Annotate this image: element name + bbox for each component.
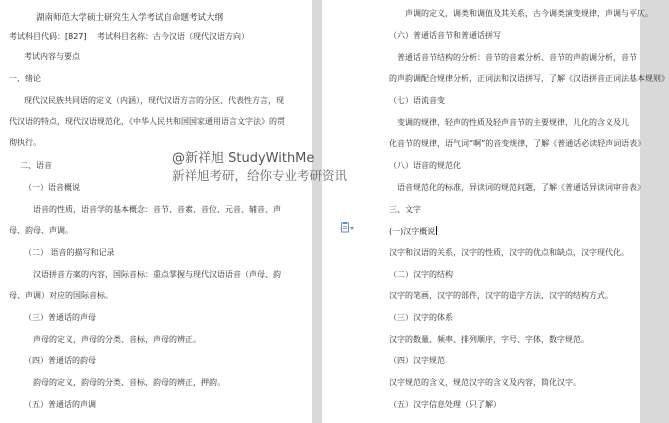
watermark-subtitle: 新祥旭考研，给你专业考研资讯	[172, 168, 348, 183]
text-line: （二） 语音的描写和记录	[24, 248, 115, 257]
text-line: （五）普通话的声调	[24, 400, 96, 409]
text-line-content: (一)汉字概说	[389, 227, 436, 236]
text-line: （四）汉字规范	[389, 356, 445, 365]
exam-name: 考试科目名称：古今汉语（现代汉语方向）	[97, 32, 249, 41]
text-line: （四）普通话的韵母	[24, 356, 96, 365]
text-line: 母、韵母、声调。	[9, 226, 73, 235]
text-line: 代汉语的特点，现代汉语规范化，《中华人民共和国国家通用语言文字法》的贯	[9, 117, 285, 126]
text-line: （八）语音的规范化	[389, 161, 461, 170]
text-line: （六）普通话音节和普通话拼写	[389, 31, 501, 40]
text-line: 声调的定义，调类和调值及其关系，古今调类演变规律，声调与平仄。	[405, 9, 653, 18]
text-line[interactable]	[389, 226, 437, 237]
text-line: 二、语音	[20, 161, 52, 170]
text-line: 母、声调）对应的国际音标。	[9, 291, 113, 300]
text-line: 韵母的定义，韵母的分类、音标，韵母的辨正，押韵。	[33, 378, 225, 387]
doc-title: 湖南师范大学硕士研究生入学考试自命题考试大纲	[36, 13, 224, 23]
text-line: 现代汉民族共同语的定义（内涵），现代汉语方言的分区、代表性方言，现	[24, 96, 284, 105]
document-page-right	[322, 0, 669, 423]
text-line: （三）普通话的声母	[24, 313, 96, 322]
text-line: 汉语拼音方案的内容，国际音标：重点掌握与现代汉语语音（声母、韵	[33, 270, 281, 279]
text-line: 声母的定义，声母的分类、音标，声母的辨正。	[33, 335, 201, 344]
watermark-title: @新祥旭 StudyWithMe	[172, 151, 315, 166]
text-line: 一、绪论	[9, 74, 41, 83]
exam-code: 考试科目代码：[827]	[9, 32, 87, 41]
section-heading: 考试内容与要点	[24, 52, 80, 61]
text-line: （一）语音概说	[24, 183, 80, 192]
text-line: 汉字的数量、频率、排列顺序，字号、字体，数字规范。	[389, 335, 589, 344]
text-line: （二）汉字的结构	[389, 270, 453, 279]
text-line: 汉字规范的含义，规范汉字的含义及内容，简化汉字。	[389, 378, 581, 387]
text-line: 三、文字	[389, 205, 421, 214]
text-cursor	[436, 226, 437, 235]
text-line: 汉字的笔画，汉字的部件，汉字的造字方法，汉字的结构方式。	[389, 291, 613, 300]
text-line: 语音的性质，语音学的基本概念：音节、音素、音位、元音、辅音、声	[33, 205, 281, 214]
text-line: 化音节的规律，语气词“啊”的音变规律，了解《普通话必读轻声词语表》	[389, 139, 646, 148]
watermark	[172, 150, 372, 184]
text-line: 彻执行。	[9, 138, 41, 147]
text-line: （五）汉字信息处理（只了解）	[389, 400, 501, 409]
page-gap	[312, 0, 322, 423]
text-line: （三）汉字的体系	[389, 313, 453, 322]
document-page-left	[0, 0, 312, 423]
text-line: 的声韵调配合规律分析，正词法和汉语拼写，了解《汉语拼音正词法基本规则》	[389, 74, 669, 83]
text-line: 汉字和汉语的关系，汉字的性质，汉字的优点和缺点，汉字现代化。	[389, 248, 629, 257]
text-line: 变调的规律，轻声的性质及轻声音节的主要规律，儿化的含义及儿	[397, 118, 629, 127]
text-line: 语音规范化的标准，异读词的规范问题，了解《普通话异读词审音表》	[397, 183, 645, 192]
paste-options-icon[interactable]	[341, 219, 355, 231]
text-line: 普通话音节结构的分析：音节的音素分析、音节的声韵调分析，音节	[397, 53, 637, 62]
text-line: （七）语流音变	[389, 96, 445, 105]
